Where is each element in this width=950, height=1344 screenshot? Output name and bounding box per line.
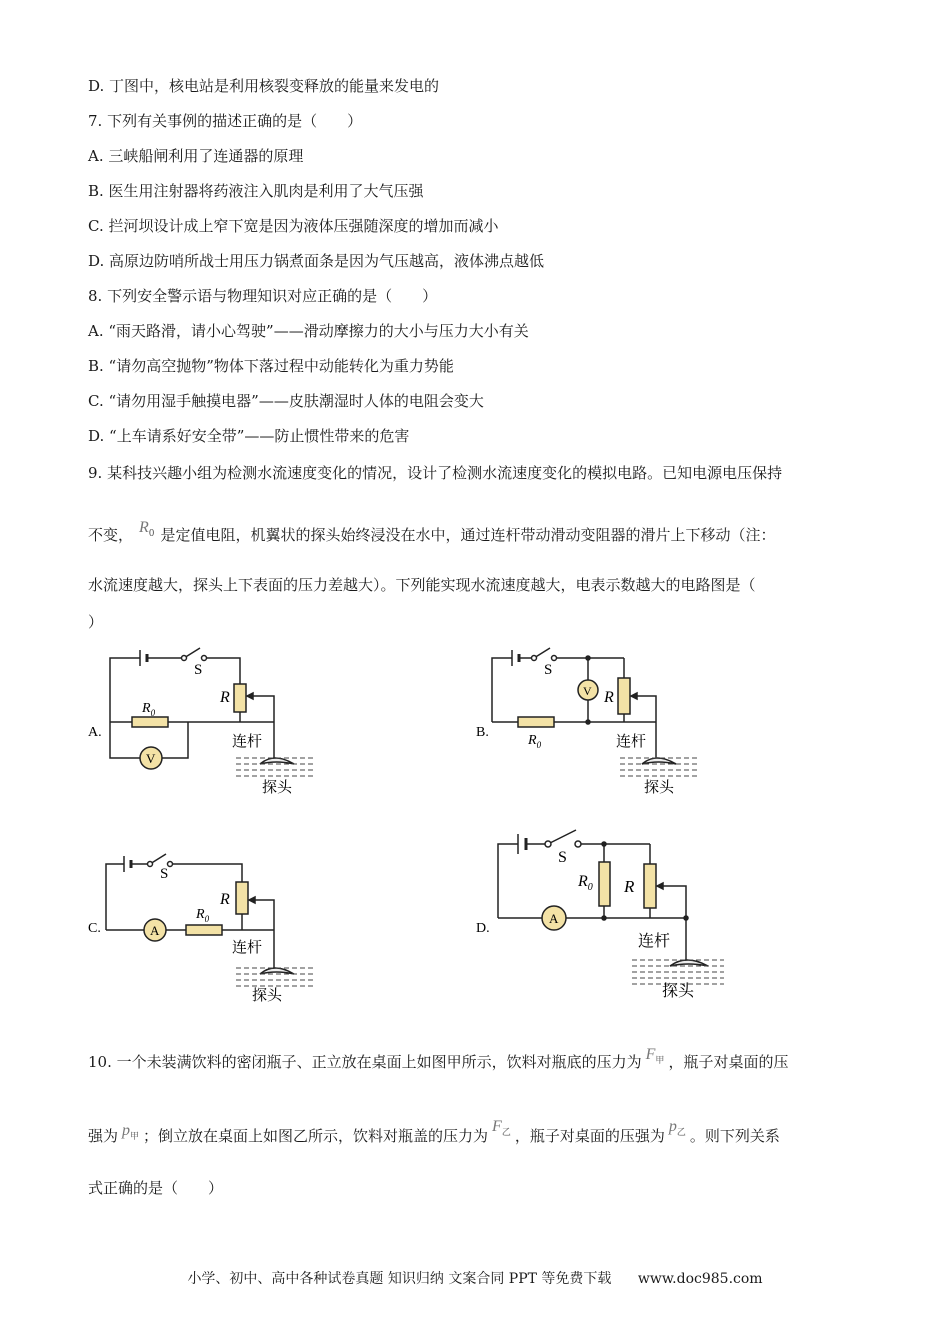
question-7: 7. 下列有关事例的描述正确的是（ ） [88,112,363,130]
voltmeter-label: V [583,684,592,698]
option-label-d: D. [476,921,490,936]
resistor-label: R [220,891,230,908]
probe-label: 探头 [262,780,293,796]
ammeter-label: A [150,923,160,938]
q9-text-a: 不变， [88,526,134,544]
option-6d: D. 丁图中，核电站是利用核裂变释放的能量来发电的 [88,77,440,95]
rod-label: 连杆 [232,734,263,750]
circuit-figure-c [84,838,324,1012]
r0-label: $R_0$ [142,701,156,718]
probe-label: 探头 [644,780,675,796]
question-8: 8. 下列安全警示语与物理知识对应正确的是（ ） [88,287,438,305]
circuit-c-svg [84,838,324,1008]
option-8b: B. “请勿高空抛物”物体下落过程中动能转化为重力势能 [88,357,454,375]
footer-url[interactable]: www.doc985.com [637,1271,763,1287]
p-yi-symbol: $p_乙$ [668,1118,686,1138]
resistor-label: R [220,689,230,706]
q10-text-d: ；倒立放在桌面上如图乙所示，饮料对瓶盖的压力为 [143,1127,489,1145]
q10-text-f: 。则下列关系 [689,1127,780,1145]
question-9-line4: ） [88,613,104,631]
circuit-a-svg [84,640,324,800]
ammeter-label: A [549,911,559,926]
circuit-d-svg [472,826,732,1006]
question-10-line1 [88,1046,789,1075]
question-9-line2 [88,519,776,548]
switch-label: S [194,662,203,678]
footer-text: 小学、初中、高中各种试卷真题 知识归纳 文案合同 PPT 等免费下载 [187,1271,612,1287]
r0-label: $R_0$ [196,907,210,924]
probe-label: 探头 [662,983,695,1000]
q9-text-b: 是定值电阻，机翼状的探头始终浸没在水中，通过连杆带动滑动变阻器的滑片上下移动（注： [160,526,776,544]
option-8c: C. “请勿用湿手触摸电器”——皮肤潮湿时人体的电阻会变大 [88,392,484,410]
option-7a: A. 三峡船闸利用了连通器的原理 [88,147,304,165]
option-8d: D. “上车请系好安全带”——防止惯性带来的危害 [88,427,410,445]
resistor-label: R [604,689,614,706]
question-10-line2 [88,1118,780,1149]
q10-text-e: ，瓶子对桌面的压强为 [514,1127,665,1145]
option-7c: C. 拦河坝设计成上窄下宽是因为液体压强随深度的增加而减小 [88,217,499,235]
switch-label: S [558,849,567,866]
option-7d: D. 高原边防哨所战士用压力锅煮面条是因为气压越高，液体沸点越低 [88,252,545,270]
circuit-b-svg [472,640,712,800]
page-footer [0,1268,950,1288]
f-jia-symbol: $F_甲$ [645,1046,665,1066]
r0-label: $R_0$ [528,733,542,750]
f-yi-symbol: $F_乙$ [492,1118,511,1138]
q10-text-a: 10. 一个未装满饮料的密闭瓶子、正立放在桌面上如图甲所示，饮料对瓶底的压力为 [88,1053,642,1071]
switch-label: S [544,662,553,678]
q10-text-c: 强为 [88,1127,119,1145]
option-label-a: A. [88,725,102,740]
circuit-figure-b [472,640,712,804]
option-label-c: C. [88,921,101,936]
option-8a: A. “雨天路滑，请小心驾驶”——滑动摩擦力的大小与压力大小有关 [88,322,529,340]
question-10-line3: 式正确的是（ ） [88,1179,224,1197]
probe-label: 探头 [252,988,283,1004]
rod-label: 连杆 [616,734,647,750]
switch-label: S [160,866,169,882]
p-jia-symbol: $p_甲$ [122,1122,140,1142]
option-label-b: B. [476,725,489,740]
circuit-figure-a [84,640,324,804]
resistor-label: R [624,877,635,896]
rod-label: 连杆 [232,940,263,956]
rod-label: 连杆 [638,933,671,950]
r0-symbol: $R_0$ [139,519,155,539]
r0-label: $R_0$ [578,873,593,893]
question-9-line3: 水流速度越大，探头上下表面的压力差越大）。下列能实现水流速度越大，电表示数越大的电路图是（ [88,576,756,594]
option-7b: B. 医生用注射器将药液注入肌肉是利用了大气压强 [88,182,424,200]
circuit-figure-d [472,826,732,1010]
q10-text-b: ，瓶子对桌面的压 [668,1053,789,1071]
question-9-line1: 9. 某科技兴趣小组为检测水流速度变化的情况，设计了检测水流速度变化的模拟电路。已知电源电压保持 [88,464,783,482]
voltmeter-label: V [146,751,156,766]
